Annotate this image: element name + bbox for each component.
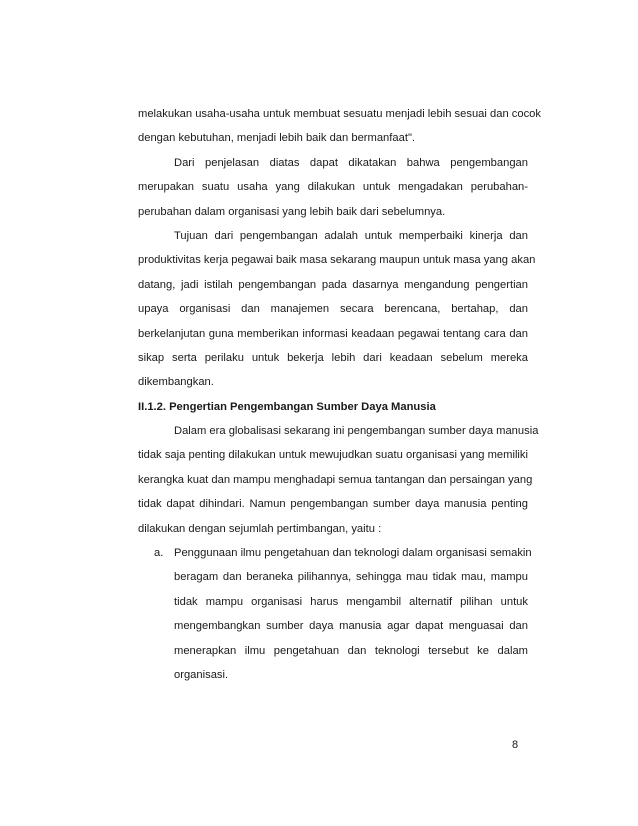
list-item-line: Penggunaan ilmu pengetahuan dan teknologi dalam organisasi semakin	[174, 547, 532, 560]
text-line: Tujuan dari pengembangan adalah untuk memperbaiki kinerja dan	[174, 229, 528, 242]
text-line: upaya organisasi dan manajemen secara berencana, bertahap, dan	[138, 303, 528, 316]
paragraph-4	[138, 419, 539, 541]
text-line: berkelanjutan guna memberikan informasi keadaan pegawai tentang cara dan	[138, 327, 528, 340]
section-heading: II.1.2. Pengertian Pengembangan Sumber Daya Manusia	[138, 400, 436, 413]
list-item-line: organisasi.	[174, 668, 229, 681]
page-number: 8	[512, 739, 519, 751]
body-text	[138, 102, 541, 687]
list-item-line: mengembangkan sumber daya manusia agar dapat menguasai dan	[174, 620, 528, 633]
paragraph-2	[138, 151, 528, 224]
list-item-line: tidak mampu organisasi harus mengambil alternatif pilihan untuk	[174, 595, 528, 608]
list-item-line: menerapkan ilmu pengetahuan dan teknologi tersebut ke dalam	[174, 644, 528, 657]
text-line: sikap serta perilaku untuk bekerja lebih dari keadaan sebelum mereka	[138, 351, 528, 364]
text-line: Dalam era globalisasi sekarang ini pengembangan sumber daya manusia	[174, 425, 539, 438]
list-item-a	[138, 541, 532, 687]
text-line: melakukan usaha-usaha untuk membuat sesuatu menjadi lebih sesuai dan cocok	[138, 108, 541, 120]
text-line: kerangka kuat dan mampu menghadapi semua tantangan dan persaingan yang	[138, 473, 533, 486]
text-line: tidak saja penting dilakukan untuk mewujudkan suatu organisasi yang memiliki	[138, 449, 528, 462]
text-line: dikembangkan.	[138, 376, 214, 389]
text-line: datang, jadi istilah pengembangan pada dasarnya mengandung pengertian	[138, 278, 528, 291]
paragraph-3	[138, 224, 536, 395]
text-line: dengan kebutuhan, menjadi lebih baik dan bermanfaat".	[138, 132, 416, 145]
list-item-line: beragam dan beraneka pilihannya, sehingga mau tidak mau, mampu	[174, 571, 528, 584]
paragraph-1	[138, 102, 541, 151]
text-line: perubahan dalam organisasi yang lebih baik dari sebelumnya.	[138, 205, 446, 218]
text-line: merupakan suatu usaha yang dilakukan untuk mengadakan perubahan-	[138, 181, 528, 194]
text-line: dilakukan dengan sejumlah pertimbangan, yaitu :	[138, 522, 382, 535]
text-line: Dari penjelasan diatas dapat dikatakan bahwa pengembangan	[174, 156, 528, 169]
list-marker: a.	[154, 547, 164, 560]
text-line: tidak dapat dihindari. Namun pengembangan sumber daya manusia penting	[138, 498, 528, 511]
text-line: produktivitas kerja pegawai baik masa sekarang maupun untuk masa yang akan	[138, 254, 536, 267]
